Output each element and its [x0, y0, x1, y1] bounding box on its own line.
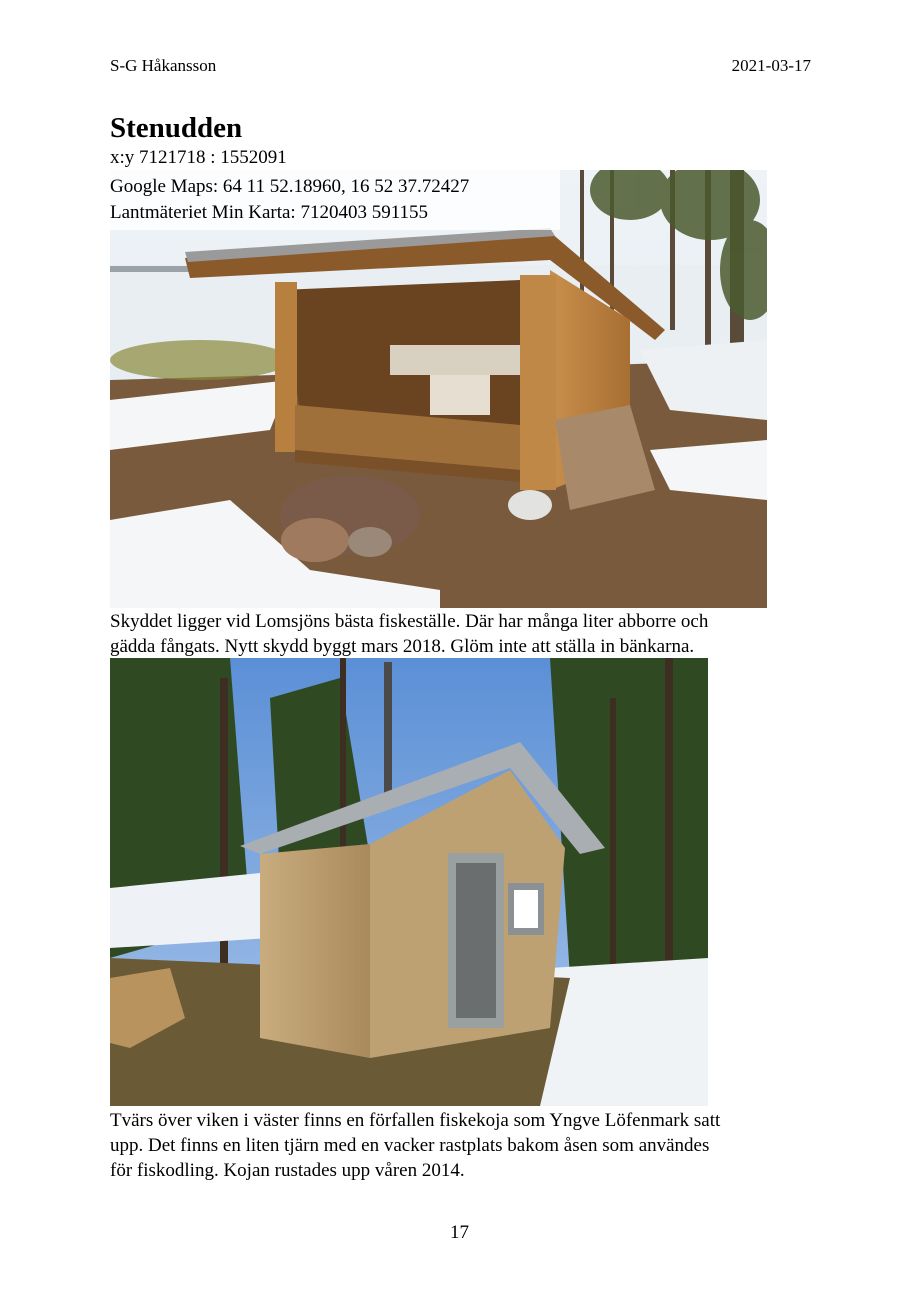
google-maps-coordinates: Google Maps: 64 11 52.18960, 16 52 37.72427 [110, 176, 470, 197]
paragraph-line: Skyddet ligger vid Lomsjöns bästa fiskeställe. Där har många liter abborre och [110, 611, 709, 632]
lean-to-shelter-illustration [110, 170, 767, 608]
page-title: Stenudden [110, 112, 243, 144]
shelter-description [110, 609, 830, 659]
paragraph-line: Tvärs över viken i väster finns en förfallen fiskekoja som Yngve Löfenmark satt [110, 1110, 721, 1131]
lean-to-shelter-photo [110, 170, 767, 608]
cabin-description [110, 1108, 830, 1183]
coordinates: x:y 7121718 : 1552091 [110, 147, 287, 168]
paragraph-line: för fiskodling. Kojan rustades upp våren 2014. [110, 1160, 465, 1181]
fishing-cabin-illustration [110, 658, 708, 1106]
page-number: 17 [450, 1222, 469, 1243]
lantmateriet-coordinates: Lantmäteriet Min Karta: 7120403 591155 [110, 202, 428, 223]
map-info-overlay [110, 170, 560, 230]
paragraph-line: gädda fångats. Nytt skydd byggt mars 2018. Glöm inte att ställa in bänkarna. [110, 636, 695, 657]
paragraph-line: upp. Det finns en liten tjärn med en vacker rastplats bakom åsen som användes [110, 1135, 710, 1156]
header-date: 2021-03-17 [731, 56, 811, 75]
fishing-cabin-photo [110, 658, 708, 1106]
header-author: S-G Håkansson [110, 56, 217, 75]
